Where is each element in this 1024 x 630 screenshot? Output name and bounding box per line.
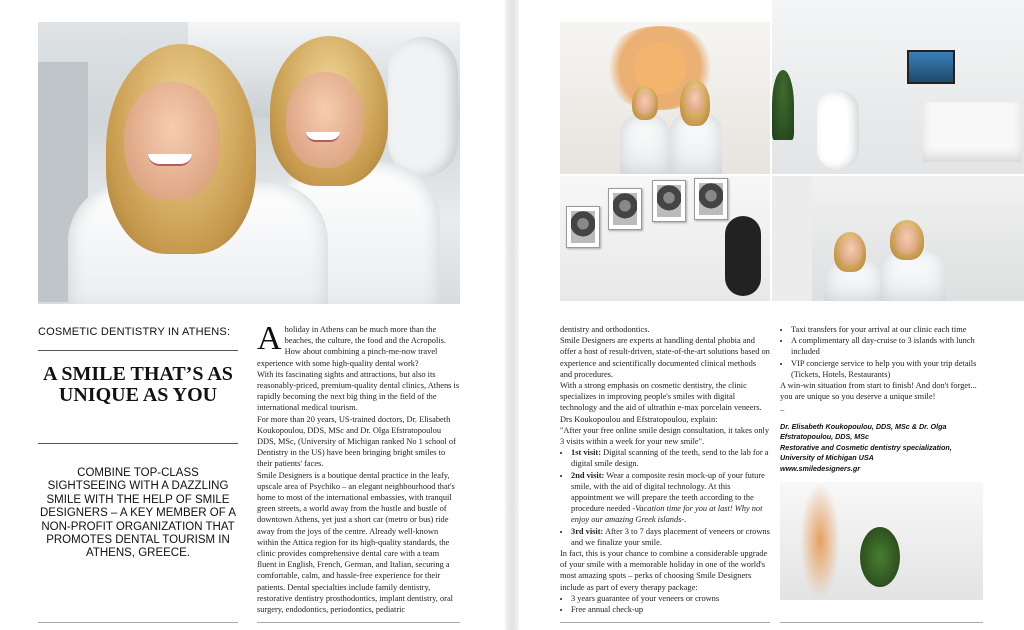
visit-label: 2nd visit:	[571, 470, 605, 480]
list-item: • 3 years guarantee of your veneers or crowns	[571, 593, 770, 604]
body-column-2	[560, 324, 770, 615]
lettered-wall	[772, 176, 812, 301]
visit-label: 1st visit:	[571, 448, 602, 458]
plant	[860, 527, 900, 587]
list-item: • VIP concierge service to help you with your trip details (Tickets, Hotels, Restaurants)	[791, 358, 983, 380]
list-item: • Taxi transfers for your arrival at our clinic each time	[791, 324, 983, 335]
paragraph: dentistry and orthodontics.	[560, 325, 650, 334]
paragraph: For more than 20 years, US-trained doctors, Dr. Elisabeth Koukopoulou, DDS, MSc and Dr. Olga Efstratopoulou DDS, MSc, (University of Michigan ranked No 1 school of Dentistry in the US) have been bringing bright smiles to their patients' faces.	[257, 414, 456, 469]
footer-rule-right-2	[780, 622, 983, 623]
paragraph: Smile Designers is a boutique dental practice in the leafy, upscale area of Psychiko – an elegant neighbourhood that's home to most of the international embassies, with tranquil green streets, a world away from the hustle and bustle of downtown Athens, yet just a short car (metro or bus) ride away from the joys of the centre. Already well-known within the Attica region for its high-quality standards, the clinic provides comprehensive dental care with a team fluent in English, French, German, and Italian, securing a comfortable, calm, and hassle-free experience for their patients. Dental specialties include family dentistry, restorative dentistry prosthodontics, implant dentistry, oral surgery, endodontics, periodontics, pediatric	[257, 470, 455, 615]
headline-divider	[38, 443, 238, 444]
footer-rule-right	[560, 622, 770, 623]
list-item	[571, 470, 770, 526]
perks-list	[560, 593, 770, 615]
plant	[772, 70, 794, 140]
article-standfirst: COMBINE TOP-CLASS SIGHTSEEING WITH A DAZZLING SMILE WITH THE HELP OF SMILE DESIGNERS – A KEY MEMBER OF A NON-PROFIT ORGANIZATION THAT PROMOTES DENTAL TOURISM IN ATHENS, GREECE.	[40, 467, 236, 560]
body-column-1	[257, 320, 460, 615]
hero-photo-dentists	[38, 22, 460, 304]
photo-smile-frames	[560, 176, 770, 301]
closing-paragraph: A win-win situation from start to finish! And don't forget... you are unique so you deserve a unique smile!	[780, 381, 977, 402]
paragraph: Smile Designers are experts at handling dental phobia and offer a host of result-driven, state-of-the-art solutions based on experience and scientifically documented clinical methods and procedures.	[560, 336, 770, 379]
dash-separator: –	[780, 405, 785, 415]
portrait-frame	[566, 206, 600, 248]
photo-clinic-corner	[780, 482, 983, 600]
portrait-frame	[608, 188, 642, 230]
visit-text: Digital scanning of the teeth, send to the lab for a digital smile design.	[571, 448, 769, 469]
signature-specialization: Restorative and Cosmetic dentistry specialization, University of Michigan USA	[780, 442, 952, 463]
visit-label: 3rd visit:	[571, 526, 604, 536]
visit-text: Wear a composite resin mock-up of your future smile, with the aid of digital technology. At this appointment we will prepare the teeth according to the procedure needed -	[571, 470, 765, 514]
white-chair	[817, 90, 859, 170]
photo-clinic-interior	[772, 0, 1024, 174]
body-column-3	[780, 324, 983, 474]
visit-text: After 3 to 7 days placement of veneers or crowns and we finalize your smile.	[571, 526, 770, 547]
article-headline: A SMILE THAT’S AS UNIQUE AS YOU	[43, 363, 233, 406]
intro-text: holiday in Athens can be much more than the beaches, the culture, the food and the Acropolis. How about combining a pinch-me-now travel experience with some high-quality dental work?	[257, 325, 446, 368]
footer-rule-left-2	[257, 622, 460, 623]
visit-note: Vacation time for you at last! Why not enjoy our amazing Greek islands-.	[571, 504, 763, 525]
footer-rule-left	[38, 622, 238, 623]
wall-screen	[907, 50, 955, 84]
paragraph: With a strong emphasis on cosmetic dentistry, the clinic specializes in improving people's smiles with digital technology and the aid of ultrathin e-max porcelain veneers. Drs Koukopoulou and Efstratopoulou, explain:	[560, 381, 762, 424]
kicker-divider	[38, 350, 238, 351]
paragraph: With its fascinating sights and attractions, but also its reasonably-priced, premium-quality dental clinics, Athens is rapidly becoming the next big thing in the field of the international medical tourism.	[257, 369, 460, 413]
dental-lamp	[388, 37, 458, 177]
orange-wall-art	[800, 482, 840, 600]
drop-cap: A	[257, 320, 282, 357]
dental-light	[725, 216, 761, 296]
list-item	[571, 526, 770, 548]
paragraph: In fact, this is your chance to combine a considerable upgrade of your smile with a memorable holiday in one of the world's most amazing spots – perks of choosing Smile Designers include as part of every therapy package:	[560, 549, 768, 592]
left-page	[0, 0, 505, 630]
portrait-frame	[694, 178, 728, 220]
intro-paragraph	[257, 320, 460, 369]
signature-names: Dr. Elisabeth Koukopoulou, DDS, MSc & Dr. Olga Efstratopoulou, DDS, MSc	[780, 421, 947, 442]
reception-desk	[922, 102, 1022, 162]
page-gutter	[505, 0, 519, 630]
portrait-frame	[652, 180, 686, 222]
article-kicker: COSMETIC DENTISTRY IN ATHENS:	[38, 326, 231, 338]
right-page	[519, 0, 1024, 630]
paragraph: "After your free online smile design consultation, it takes only 3 visits within a week for your new smile".	[560, 425, 770, 447]
list-item	[571, 447, 770, 469]
list-item: • Free annual check-up	[571, 604, 770, 615]
website-link[interactable]: www.smiledesigners.gr	[780, 463, 861, 473]
visits-list	[560, 447, 770, 548]
list-item: • A complimentary all day-cruise to 3 islands with lunch included	[791, 335, 983, 357]
photo-doctors-orange-art	[560, 22, 770, 174]
photo-doctors-working	[772, 176, 1024, 301]
perks-list-continued	[780, 324, 983, 380]
